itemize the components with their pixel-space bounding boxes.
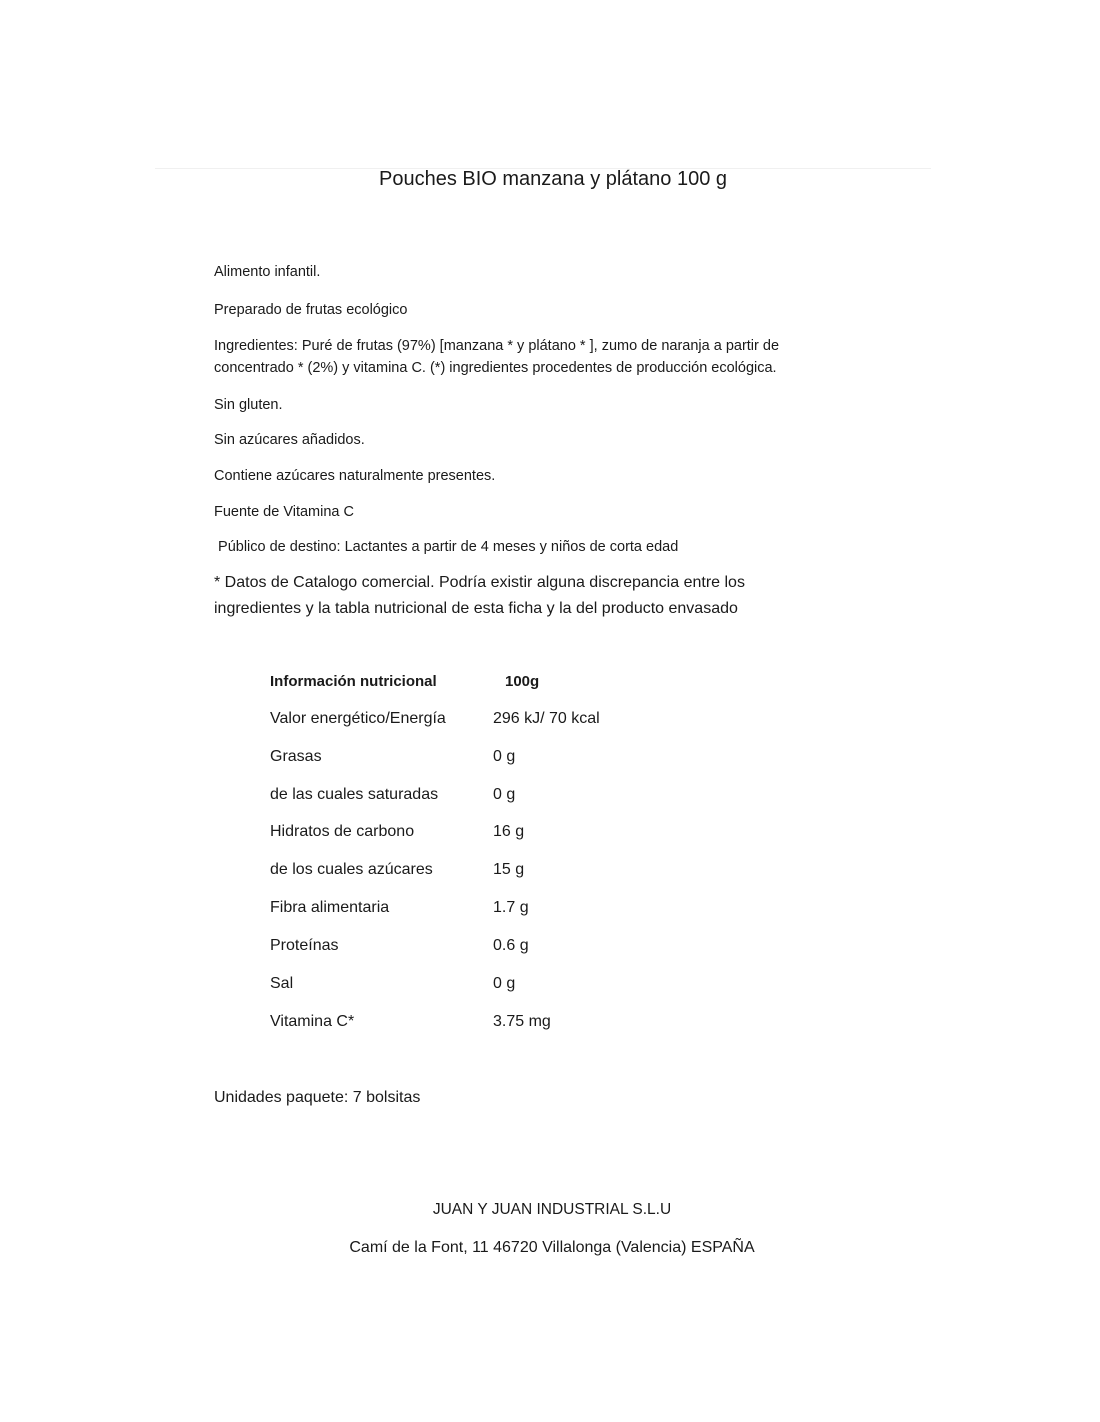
- table-row: [270, 937, 529, 955]
- ingredients-line-2: concentrado * (2%) y vitamina C. (*) ingredientes procedentes de producción ecológica.: [214, 360, 777, 376]
- row-label: Vitamina C*: [270, 1013, 355, 1030]
- company-address: Camí de la Font, 11 46720 Villalonga (Valencia) ESPAÑA: [349, 1239, 755, 1256]
- row-value: 16 g: [493, 823, 525, 840]
- row-value: 0 g: [493, 975, 516, 992]
- row-label: Hidratos de carbono: [270, 823, 415, 840]
- nutrition-header-row: [270, 673, 539, 690]
- row-value: 3.75 mg: [493, 1013, 551, 1030]
- header-value: 100g: [505, 673, 540, 690]
- paragraph: Preparado de frutas ecológico: [214, 302, 408, 318]
- row-value: 296 kJ/ 70 kcal: [493, 710, 600, 727]
- page-title: Pouches BIO manzana y plátano 100 g: [378, 168, 727, 190]
- disclaimer-line-2: ingredientes y la tabla nutricional de esta ficha y la del producto envasado: [214, 600, 738, 617]
- row-value: 1.7 g: [493, 899, 529, 916]
- header-label: Información nutricional: [270, 673, 437, 690]
- table-row: [270, 748, 515, 766]
- paragraph: Contiene azúcares naturalmente presentes.: [214, 468, 496, 484]
- table-row: [270, 861, 524, 879]
- row-label: de las cuales saturadas: [270, 786, 439, 803]
- package-units: Unidades paquete: 7 bolsitas: [214, 1089, 421, 1106]
- table-row: [270, 823, 524, 841]
- row-value: 15 g: [493, 861, 525, 878]
- row-label: Fibra alimentaria: [270, 899, 390, 916]
- row-label: Valor energético/Energía: [270, 710, 446, 727]
- row-value: 0 g: [493, 748, 516, 765]
- paragraph: Sin azúcares añadidos.: [214, 432, 365, 448]
- ingredients-line-1: Ingredientes: Puré de frutas (97%) [manzana * y plátano * ], zumo de naranja a partir de: [214, 338, 780, 354]
- table-row: [270, 786, 515, 804]
- row-label: Grasas: [270, 748, 322, 765]
- table-row: [270, 899, 529, 917]
- row-label: Proteínas: [270, 937, 339, 954]
- row-value: 0 g: [493, 786, 516, 803]
- paragraph: Alimento infantil.: [214, 264, 321, 280]
- company-name: JUAN Y JUAN INDUSTRIAL S.L.U: [432, 1201, 672, 1218]
- row-value: 0.6 g: [493, 937, 529, 954]
- row-label: de los cuales azúcares: [270, 861, 433, 878]
- table-row: [270, 975, 515, 993]
- row-label: Sal: [270, 975, 294, 992]
- paragraph: Sin gluten.: [214, 397, 283, 413]
- paragraph: Público de destino: Lactantes a partir de 4 meses y niños de corta edad: [214, 539, 679, 555]
- table-row: [270, 1013, 551, 1031]
- paragraph: Fuente de Vitamina C: [214, 504, 354, 520]
- table-row: [270, 710, 600, 728]
- disclaimer-line-1: * Datos de Catalogo comercial. Podría existir alguna discrepancia entre los: [214, 574, 745, 591]
